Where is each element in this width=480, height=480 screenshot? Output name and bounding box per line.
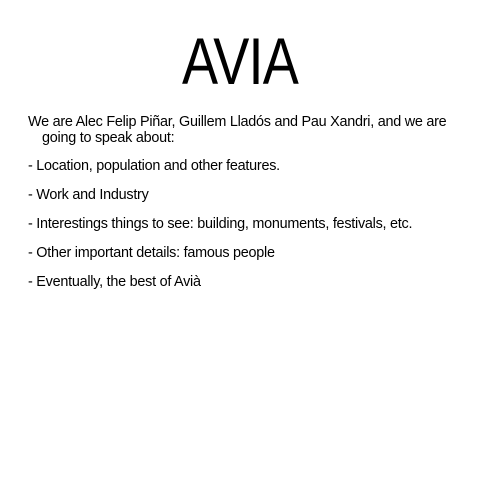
- slide-body: [28, 114, 468, 303]
- bullet-item-work: - Work and Industry: [28, 187, 149, 203]
- intro-text: We are Alec Felip Piñar, Guillem Lladós and Pau Xandri, and we are going to speak about:: [28, 114, 447, 146]
- slide-title: AVIA: [181, 24, 299, 98]
- bullet-item-things-to-see: - Interestings things to see: building, monuments, festivals, etc.: [28, 216, 413, 232]
- bullet-item-best-of: - Eventually, the best of Avià: [28, 274, 201, 290]
- bullet-item-details: - Other important details: famous people: [28, 245, 275, 261]
- bullet-item-location: - Location, population and other features.: [28, 158, 280, 174]
